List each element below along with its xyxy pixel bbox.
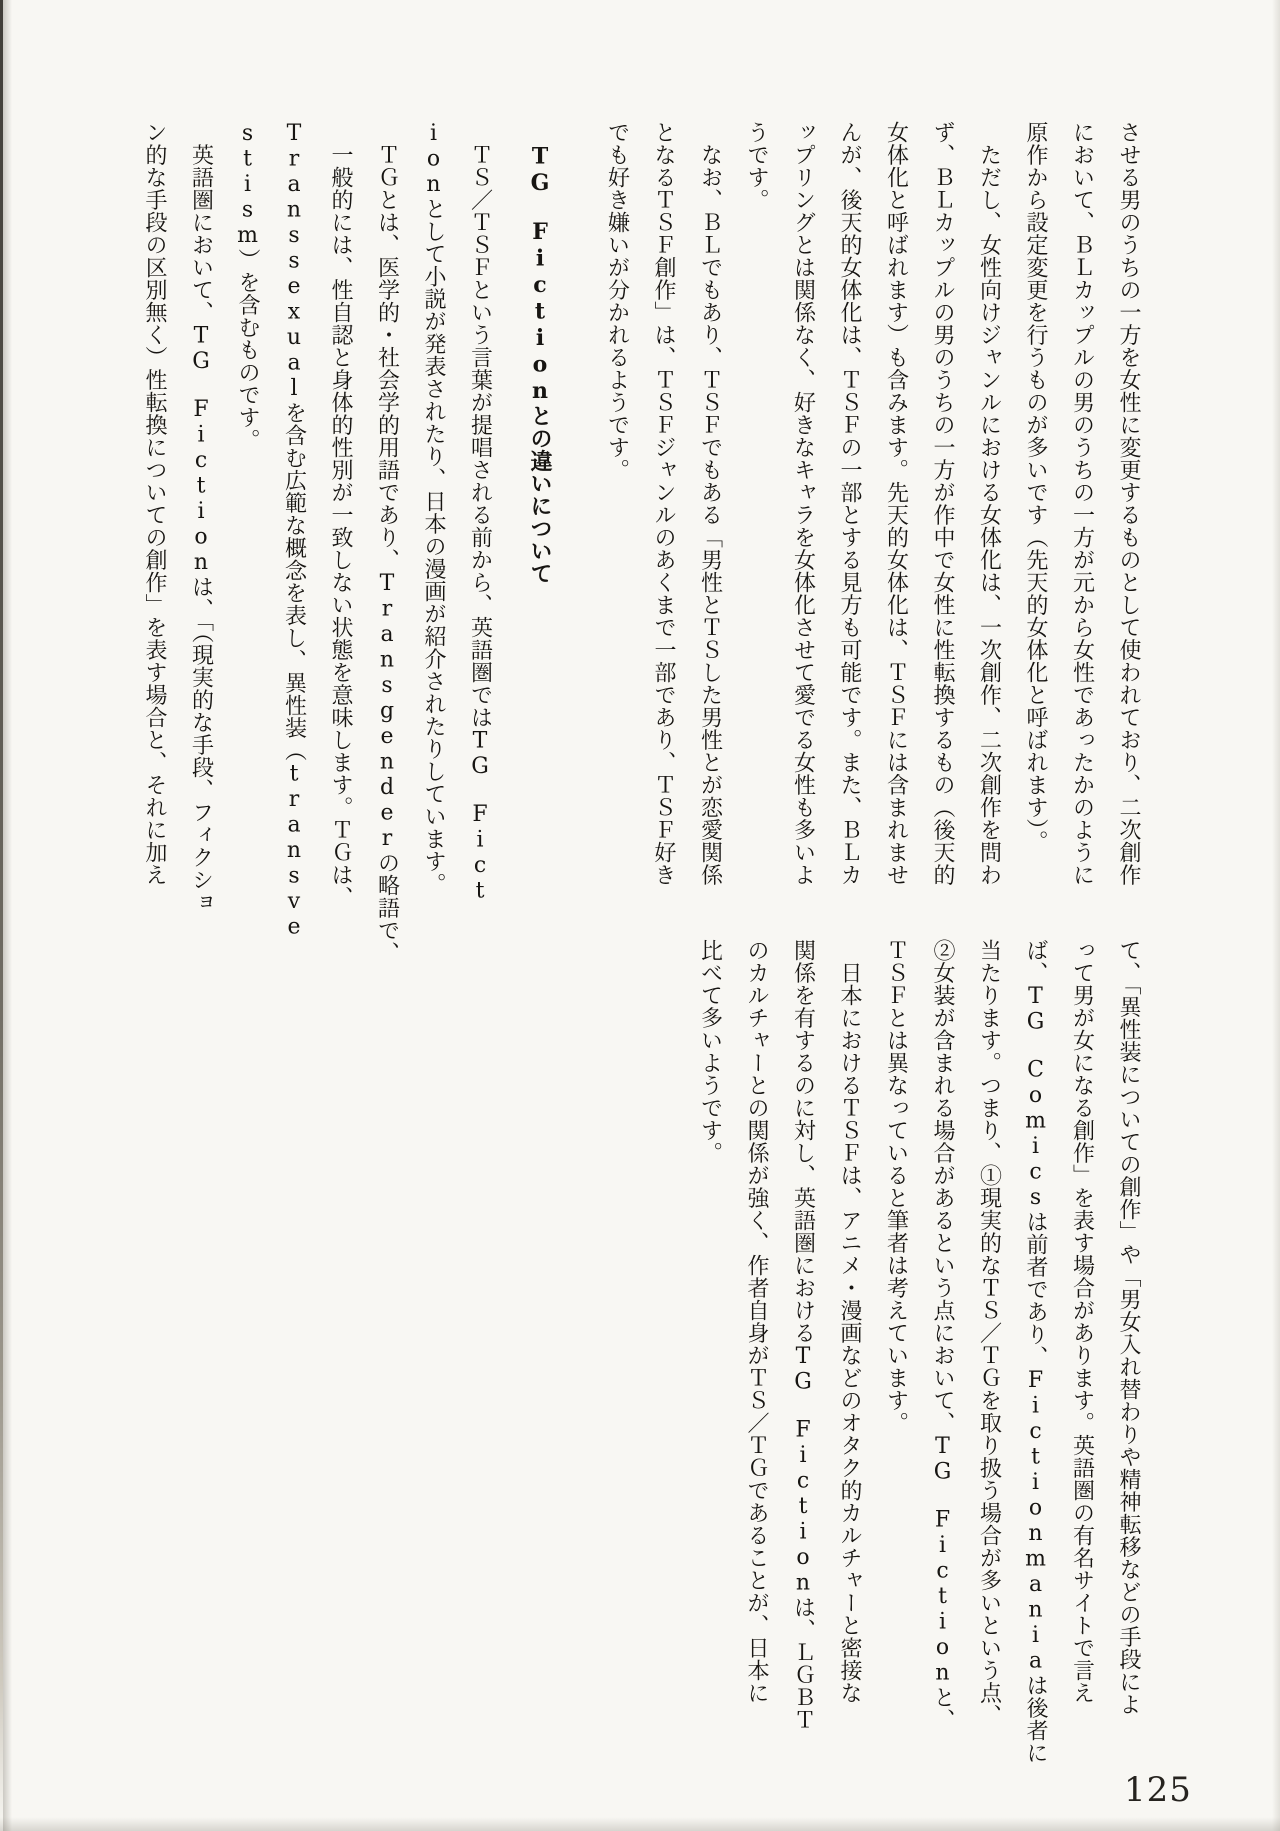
text-column: 日本におけるＴＳＦは、アニメ・漫画などのオタク的カルチャーと密接な bbox=[837, 939, 862, 1704]
text-column: うです。 bbox=[744, 121, 769, 211]
scan-edge-left-shadow bbox=[3, 0, 12, 1831]
text-column: 関係を有するのに対し、英語圏におけるTG Fictionは、ＬＧＢＴ bbox=[790, 939, 816, 1731]
text-column: のカルチャーとの関係が強く、作者自身がＴＳ／ＴＧであることが、日本に bbox=[744, 939, 769, 1704]
text-column: となるＴＳＦ創作」は、ＴＳＦジャンルのあくまで一部であり、ＴＳＦ好き bbox=[651, 121, 676, 886]
scan-edge-right-shadow bbox=[1272, 0, 1280, 1831]
text-column: 原作から設定変更を行うものが多いです（先天的女体化と呼ばれます）。 bbox=[1023, 121, 1048, 853]
text-column: ＴＧとは、医学的・社会学的用語であり、Transgenderの略語で、 bbox=[374, 121, 400, 964]
text-column: Transsexualを含む広範な概念を表し、異性装（transve bbox=[281, 121, 307, 940]
text-column: ただし、女性向けジャンルにおける女体化は、一次創作、二次創作を問わ bbox=[976, 121, 1002, 886]
text-column: 当たります。つまり、①現実的なＴＳ／ＴＧを取り扱う場合が多いという点、 bbox=[976, 939, 1002, 1727]
text-column: なお、ＢＬでもあり、ＴＳＦでもある「男性とＴＳした男性とが恋愛関係 bbox=[697, 121, 723, 886]
text-column: ン的な手段の区別無く）性転換についての創作」を表す場合と、それに加え bbox=[142, 121, 167, 886]
page-number: 125 bbox=[1124, 1770, 1192, 1810]
text-column: んが、後天的女体化は、ＴＳＦの一部とする見方も可能です。また、ＢＬカ bbox=[837, 121, 862, 886]
text-column: ionとして小説が発表されたり、日本の漫画が紹介されたりしています。 bbox=[421, 121, 446, 895]
text-column: ず、ＢＬカップルの男のうちの一方が作中で女性に性転換するもの（後天的 bbox=[930, 121, 955, 886]
text-column: 女体化と呼ばれます）も含みます。先天的女体化は、ＴＳＦには含まれませ bbox=[883, 121, 909, 886]
upper-text-block bbox=[131, 121, 1152, 964]
text-column: ば、TG Comicsは前者であり、Fictionmaniaは後者に bbox=[1023, 939, 1048, 1764]
text-column: 一般的には、性自認と身体的性別が一致しない状態を意味します。ＴＧは、 bbox=[328, 121, 353, 909]
text-column: 英語圏において、TG Fictionは、「（現実的な手段、フィクショ bbox=[188, 121, 214, 914]
text-column: でも好き嫌いが分かれるようです。 bbox=[604, 121, 630, 481]
text-column: stism）を含むものです。 bbox=[235, 121, 260, 451]
text-column: において、ＢＬカップルの男のうちの一方が元から女性であったかのように bbox=[1069, 121, 1095, 886]
text-column: ップリングとは関係なく、好きなキャラを女体化させて愛でる女性も多いよ bbox=[790, 121, 816, 886]
text-column: ＴＳＦとは異なっていると筆者は考えています。 bbox=[883, 939, 909, 1434]
text-column: ②女装が含まれる場合があるという点において、TG Fictionと、 bbox=[930, 939, 955, 1731]
section-heading: TG Fictionとの違いについて bbox=[527, 121, 553, 585]
lower-text-block bbox=[686, 939, 1151, 1764]
text-column: って男が女になる創作」を表す場合があります。英語圏の有名サイトで言え bbox=[1069, 939, 1095, 1704]
text-column: ＴＳ／ＴＳＦという言葉が提唱される前から、英語圏ではTG Fict bbox=[467, 121, 493, 904]
scan-edge-bottom-shadow bbox=[0, 1817, 1280, 1831]
text-column: て、「異性装についての創作」や「男女入れ替わりや精神転移などの手段によ bbox=[1116, 939, 1141, 1716]
text-column: 比べて多いようです。 bbox=[697, 939, 723, 1164]
text-column: させる男のうちの一方を女性に変更するものとして使われており、二次創作 bbox=[1116, 121, 1141, 886]
